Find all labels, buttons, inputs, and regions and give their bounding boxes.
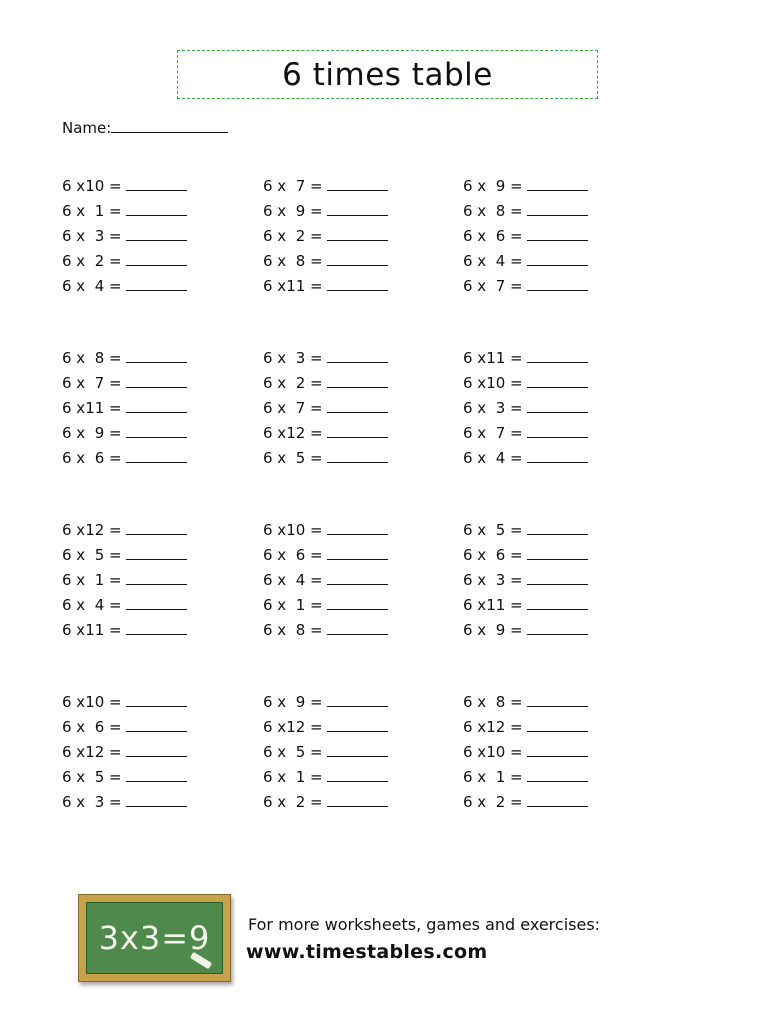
answer-blank[interactable] (527, 572, 588, 585)
answer-blank[interactable] (327, 744, 388, 757)
answer-blank[interactable] (126, 522, 187, 535)
problem-expression: 6 x 5 = (263, 449, 323, 467)
problem-item (263, 546, 388, 564)
problem-item (62, 768, 187, 786)
problem-expression: 6 x10 = (463, 374, 523, 392)
problem-expression: 6 x 6 = (62, 449, 122, 467)
problem-item (263, 202, 388, 220)
answer-blank[interactable] (327, 450, 388, 463)
problem-item (62, 718, 187, 736)
problem-expression: 6 x10 = (62, 693, 122, 711)
problem-expression: 6 x 9 = (463, 177, 523, 195)
problem-item (263, 521, 388, 539)
problem-item (62, 521, 187, 539)
name-label: Name: (62, 119, 112, 137)
answer-blank[interactable] (327, 400, 388, 413)
problem-expression: 6 x12 = (62, 521, 122, 539)
answer-blank[interactable] (126, 597, 187, 610)
answer-blank[interactable] (327, 375, 388, 388)
answer-blank[interactable] (126, 400, 187, 413)
problem-item (463, 277, 588, 295)
problem-expression: 6 x 3 = (263, 349, 323, 367)
title-box (177, 50, 598, 99)
problem-expression: 6 x11 = (62, 399, 122, 417)
problem-expression: 6 x 1 = (263, 596, 323, 614)
problem-item (263, 718, 388, 736)
problem-item (62, 349, 187, 367)
problem-item (263, 277, 388, 295)
answer-blank[interactable] (126, 769, 187, 782)
problem-expression: 6 x 4 = (62, 596, 122, 614)
answer-blank[interactable] (126, 794, 187, 807)
problem-expression: 6 x 8 = (263, 252, 323, 270)
answer-blank[interactable] (126, 253, 187, 266)
answer-blank[interactable] (527, 694, 588, 707)
problem-expression: 6 x 2 = (263, 374, 323, 392)
problem-expression: 6 x 2 = (463, 793, 523, 811)
answer-blank[interactable] (327, 769, 388, 782)
answer-blank[interactable] (527, 203, 588, 216)
problem-expression: 6 x11 = (463, 349, 523, 367)
problem-item (463, 399, 588, 417)
problem-expression: 6 x 6 = (62, 718, 122, 736)
problem-expression: 6 x 3 = (463, 399, 523, 417)
problem-expression: 6 x 6 = (463, 227, 523, 245)
problem-item (463, 621, 588, 639)
answer-blank[interactable] (126, 547, 187, 560)
problem-item (463, 793, 588, 811)
problem-expression: 6 x12 = (263, 424, 323, 442)
problem-item (62, 399, 187, 417)
answer-blank[interactable] (327, 597, 388, 610)
answer-blank[interactable] (126, 694, 187, 707)
problem-expression: 6 x 3 = (62, 793, 122, 811)
answer-blank[interactable] (126, 719, 187, 732)
name-field (62, 119, 228, 137)
problem-expression: 6 x 4 = (463, 252, 523, 270)
problem-item (62, 693, 187, 711)
answer-blank[interactable] (126, 572, 187, 585)
answer-blank[interactable] (327, 522, 388, 535)
problem-expression: 6 x 9 = (263, 202, 323, 220)
problem-expression: 6 x10 = (62, 177, 122, 195)
name-blank-line (111, 120, 228, 133)
answer-blank[interactable] (126, 425, 187, 438)
problem-expression: 6 x 4 = (62, 277, 122, 295)
answer-blank[interactable] (527, 794, 588, 807)
answer-blank[interactable] (527, 228, 588, 241)
problem-expression: 6 x 5 = (62, 768, 122, 786)
problem-item (62, 177, 187, 195)
problem-expression: 6 x 9 = (463, 621, 523, 639)
answer-blank[interactable] (527, 450, 588, 463)
problem-item (62, 277, 187, 295)
problem-item (263, 793, 388, 811)
problem-expression: 6 x 1 = (263, 768, 323, 786)
answer-blank[interactable] (327, 622, 388, 635)
problem-item (463, 743, 588, 761)
answer-blank[interactable] (327, 278, 388, 291)
answer-blank[interactable] (527, 178, 588, 191)
page-title: 6 times table (282, 56, 493, 93)
problem-item (62, 571, 187, 589)
answer-blank[interactable] (527, 522, 588, 535)
problem-expression: 6 x 3 = (62, 227, 122, 245)
answer-blank[interactable] (527, 425, 588, 438)
problem-item (463, 449, 588, 467)
problem-item (62, 374, 187, 392)
problem-item (62, 252, 187, 270)
problem-expression: 6 x12 = (263, 718, 323, 736)
problem-item (62, 546, 187, 564)
problem-expression: 6 x 9 = (62, 424, 122, 442)
problem-item (62, 449, 187, 467)
problem-item (463, 252, 588, 270)
problem-expression: 6 x 1 = (62, 202, 122, 220)
answer-blank[interactable] (527, 278, 588, 291)
problem-expression: 6 x10 = (463, 743, 523, 761)
problem-expression: 6 x 2 = (263, 227, 323, 245)
problem-item (463, 227, 588, 245)
problem-item (463, 177, 588, 195)
problem-expression: 6 x10 = (263, 521, 323, 539)
problem-expression: 6 x 5 = (263, 743, 323, 761)
answer-blank[interactable] (527, 769, 588, 782)
problem-item (62, 227, 187, 245)
problem-item (62, 743, 187, 761)
problem-expression: 6 x 2 = (263, 793, 323, 811)
problem-item (62, 596, 187, 614)
problem-expression: 6 x 3 = (463, 571, 523, 589)
problem-item (263, 571, 388, 589)
answer-blank[interactable] (527, 597, 588, 610)
answer-blank[interactable] (527, 350, 588, 363)
answer-blank[interactable] (327, 350, 388, 363)
problem-item (263, 449, 388, 467)
answer-blank[interactable] (527, 622, 588, 635)
problem-expression: 6 x12 = (62, 743, 122, 761)
answer-blank[interactable] (327, 178, 388, 191)
problem-expression: 6 x11 = (463, 596, 523, 614)
problem-expression: 6 x 8 = (263, 621, 323, 639)
problem-item (263, 374, 388, 392)
problem-expression: 6 x 8 = (62, 349, 122, 367)
answer-blank[interactable] (126, 278, 187, 291)
problem-expression: 6 x12 = (463, 718, 523, 736)
problem-item (463, 693, 588, 711)
chalkboard-text: 3x3=9 (98, 919, 211, 957)
answer-blank[interactable] (327, 253, 388, 266)
answer-blank[interactable] (126, 350, 187, 363)
problem-expression: 6 x 7 = (463, 424, 523, 442)
problem-item (463, 718, 588, 736)
problem-expression: 6 x11 = (263, 277, 323, 295)
problem-item (463, 768, 588, 786)
answer-blank[interactable] (126, 203, 187, 216)
footer-tagline: For more worksheets, games and exercises: (248, 915, 601, 934)
answer-blank[interactable] (327, 547, 388, 560)
problem-expression: 6 x 7 = (62, 374, 122, 392)
problem-expression: 6 x 8 = (463, 693, 523, 711)
answer-blank[interactable] (527, 744, 588, 757)
problem-expression: 6 x 5 = (62, 546, 122, 564)
problem-item (263, 252, 388, 270)
answer-blank[interactable] (327, 203, 388, 216)
answer-blank[interactable] (327, 719, 388, 732)
problem-item (62, 621, 187, 639)
problem-expression: 6 x 8 = (463, 202, 523, 220)
answer-blank[interactable] (126, 622, 187, 635)
answer-blank[interactable] (327, 228, 388, 241)
problem-expression: 6 x 9 = (263, 693, 323, 711)
answer-blank[interactable] (527, 719, 588, 732)
problem-item (62, 202, 187, 220)
footer-url-link[interactable]: www.timestables.com (246, 941, 488, 963)
problem-item (463, 546, 588, 564)
answer-blank[interactable] (327, 794, 388, 807)
problem-item (463, 521, 588, 539)
problem-expression: 6 x 1 = (463, 768, 523, 786)
problem-expression: 6 x 7 = (463, 277, 523, 295)
answer-blank[interactable] (327, 425, 388, 438)
problem-item (463, 349, 588, 367)
answer-blank[interactable] (527, 375, 588, 388)
answer-blank[interactable] (327, 694, 388, 707)
answer-blank[interactable] (126, 450, 187, 463)
problem-expression: 6 x 6 = (263, 546, 323, 564)
problem-item (263, 349, 388, 367)
problem-item (263, 424, 388, 442)
problem-item (463, 571, 588, 589)
problem-item (463, 424, 588, 442)
problem-expression: 6 x 5 = (463, 521, 523, 539)
problem-item (463, 374, 588, 392)
problem-item (62, 793, 187, 811)
answer-blank[interactable] (126, 375, 187, 388)
problem-expression: 6 x 6 = (463, 546, 523, 564)
answer-blank[interactable] (527, 253, 588, 266)
answer-blank[interactable] (126, 744, 187, 757)
answer-blank[interactable] (126, 228, 187, 241)
problem-expression: 6 x 2 = (62, 252, 122, 270)
problem-item (463, 596, 588, 614)
problem-expression: 6 x 4 = (263, 571, 323, 589)
problem-item (263, 399, 388, 417)
answer-blank[interactable] (327, 572, 388, 585)
answer-blank[interactable] (527, 547, 588, 560)
answer-blank[interactable] (527, 400, 588, 413)
problem-expression: 6 x 4 = (463, 449, 523, 467)
problem-expression: 6 x11 = (62, 621, 122, 639)
problem-expression: 6 x 7 = (263, 177, 323, 195)
problem-item (263, 743, 388, 761)
problem-item (263, 693, 388, 711)
answer-blank[interactable] (126, 178, 187, 191)
problem-item (263, 768, 388, 786)
problem-item (263, 596, 388, 614)
problem-item (263, 177, 388, 195)
problem-item (263, 227, 388, 245)
problem-item (263, 621, 388, 639)
problem-item (62, 424, 187, 442)
problem-item (463, 202, 588, 220)
problem-expression: 6 x 1 = (62, 571, 122, 589)
problem-expression: 6 x 7 = (263, 399, 323, 417)
